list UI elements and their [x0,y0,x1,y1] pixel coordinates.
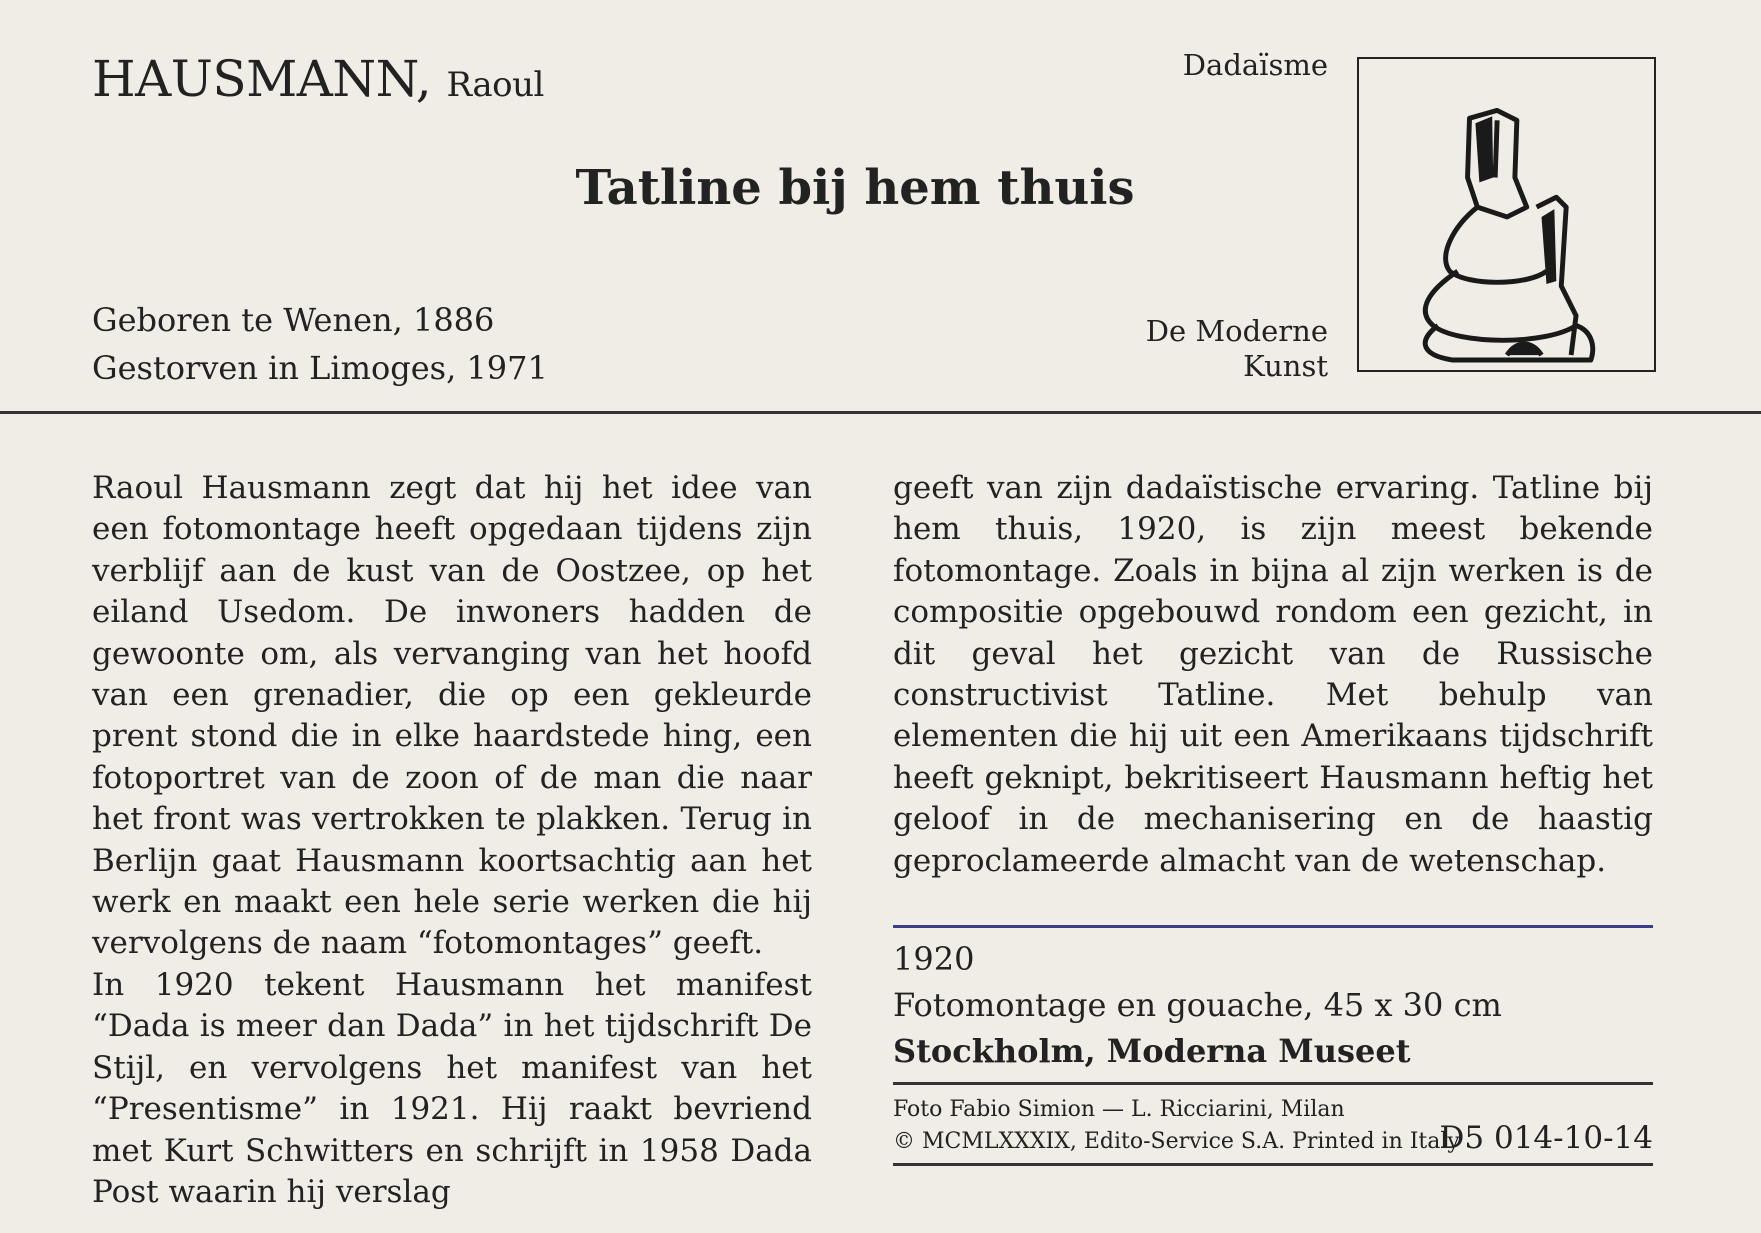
artwork-location: Stockholm, Moderna Museet [893,1032,1411,1070]
credits-rule-bottom [893,1163,1653,1166]
died-line: Gestorven in Limoges, 1971 [92,349,548,387]
credits-rule-top [893,1082,1653,1085]
logo-box [1357,57,1656,372]
photo-credit: Foto Fabio Simion — L. Ricciarini, Milan [893,1097,1345,1122]
body-right-column [893,468,1653,882]
life-dates [92,296,548,392]
movement-label: Dadaïsme [1182,48,1328,82]
body-paragraph: geeft van zijn dadaïstische ervaring. Tatline bij hem thuis, 1920, is zijn meest bekende fotomontage. Zoals in bijna al zijn werken is de compositie opgebouwd rondom een gezicht, in dit geval het gezicht van de Russische constructivist Tatline. Met behulp van elementen die hij uit een Amerikaans tijdschrift heeft geknipt, bekritiseert Hausmann heftig het geloof in de mechanisering en de haastig geproclameerde almacht van de wetenschap. [893,470,1653,879]
copyright-text: © MCMLXXXIX, Edito-Service S.A. Printed in Italy [893,1129,1460,1154]
artwork-title: Tatline bij hem thuis [575,160,1135,216]
body-paragraph: Raoul Hausmann zegt dat hij het idee van een fotomontage heeft opgedaan tijdens zijn verblijf aan de kust van de Oostzee, op het eiland Usedom. De inwoners hadden de gewoonte om, als vervanging van het hoofd van een grenadier, die op een gekleurde prent stond die in elke haardstede hing, een fotoportret van de zoon of de man die naar het front was vertrokken te plakken. Terug in Berlijn gaat Hausmann koortsachtig aan het werk en maakt een hele serie werken die hij vervolgens de naam “fotomontages” geeft. [92,470,812,962]
body-paragraph: In 1920 tekent Hausmann het manifest “Dada is meer dan Dada” in het tijdschrift De Stijl, en vervolgens het manifest van het “Presentisme” in 1921. Hij raakt bevriend met Kurt Schwitters en schrijft in 1958 Dada Post waarin hij verslag [92,966,812,1210]
header-divider [0,411,1761,414]
collection-line-1: De Moderne [1145,314,1328,348]
artist-first-name: Raoul [446,65,544,105]
artist-last-name: HAUSMANN, [92,50,432,108]
artwork-medium: Fotomontage en gouache, 45 x 30 cm [893,986,1502,1024]
spiral-sculpture-icon [1359,59,1654,370]
artwork-info [893,936,1502,1074]
copyright-row [893,1120,1653,1158]
card-code: D5 014-10-14 [1439,1120,1653,1156]
credits [893,1094,1653,1158]
collection-label [1146,314,1328,384]
artist-name [92,50,544,108]
artwork-year: 1920 [893,940,975,978]
born-line: Geboren te Wenen, 1886 [92,301,495,339]
collection-line-2: Kunst [1243,349,1328,383]
info-rule [893,925,1653,928]
body-left-column [92,468,812,1213]
